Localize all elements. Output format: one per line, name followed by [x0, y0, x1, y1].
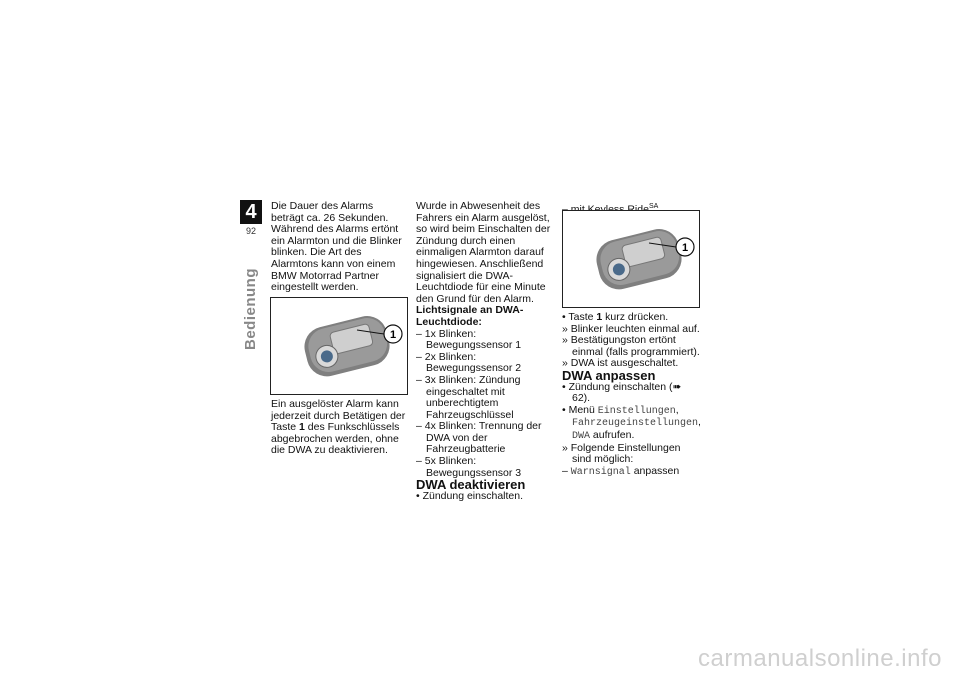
- column-3-bottom: [562, 312, 700, 478]
- key-fob-illustration: [271, 298, 407, 394]
- signal-item: – 5x Blinken: Bewegungssensor 3: [416, 455, 522, 479]
- step-result: » DWA ist ausgeschaltet.: [562, 357, 679, 370]
- adjust-heading: DWA anpassen: [562, 367, 656, 383]
- step-result: » Bestätigungston ertönt einmal (falls programmiert).: [562, 334, 700, 358]
- deactivate-step: • Zündung einschalten.: [416, 489, 523, 502]
- signal-item: – 4x Blinken: Trennung der DWA von der Fahrzeugbatterie: [416, 420, 542, 456]
- step-press-button: • Taste 1 kurz drücken.: [562, 311, 669, 323]
- col1-after-figure: [271, 399, 406, 457]
- col1-key-fob-figure: [270, 297, 408, 395]
- adjust-step-menu: • Menü Einstellungen, Fahrzeugeinstellungen, DWA aufrufen.: [562, 403, 701, 442]
- chapter-number-tab: 4: [240, 200, 262, 224]
- page-number: 92: [245, 226, 256, 236]
- chapter-title-vertical: Bedienung: [242, 268, 259, 350]
- col1-intro: Die Dauer des Alarms beträgt ca. 26 Sekunden. Während des Alarms ertönt ein Alarmton und die Blinker blinken. Die Art des Alarmtons kann von einem BMW Motorrad Partner eingestellt werden.: [271, 200, 402, 294]
- signal-item: – 1x Blinken: Bewegungssensor 1: [416, 327, 522, 352]
- col3-keyless-label: SA: [648, 203, 659, 210]
- figure-callout-1: 1: [681, 242, 689, 254]
- col1-abort-text: Ein ausgelöster Alarm kann jederzeit durch Betätigen der Taste 1 des Funkschlüssels abgebrochen werden, ohne die DWA zu deaktivieren.: [271, 398, 406, 457]
- watermark-text: carmanualsonline.info: [698, 645, 942, 672]
- column-2: [416, 201, 551, 502]
- adjust-item: – Warnsignal anpassen: [562, 464, 680, 478]
- col3-key-fob-figure: [562, 210, 700, 308]
- signal-item: – 2x Blinken: Bewegungssensor 2: [416, 350, 522, 375]
- adjust-result: » Folgende Einstellungen sind möglich:: [562, 441, 681, 466]
- signals-heading: Lichtsignale an DWA-Leuchtdiode:: [416, 304, 524, 328]
- deactivate-heading: DWA deaktivieren: [416, 477, 526, 493]
- col2-intro: Wurde in Abwesenheit des Fahrers ein Alarm ausgelöst, so wird beim Einschalten der Zündung durch einen einmaligen Alarmton darauf hingewiesen. Anschließend signalisiert die DWA-Leuchtdiode für eine Minute den Grund für den Alarm.: [416, 200, 551, 305]
- key-fob-illustration: [563, 211, 699, 307]
- signal-item: – 3x Blinken: Zündung eingeschaltet mit unberechtigtem Fahrzeugschlüssel: [416, 373, 521, 421]
- step-result: » Blinker leuchten einmal auf.: [562, 322, 700, 335]
- figure-callout-1: 1: [389, 329, 397, 341]
- adjust-step-ignition: • Zündung einschalten (➠ 62).: [562, 380, 682, 405]
